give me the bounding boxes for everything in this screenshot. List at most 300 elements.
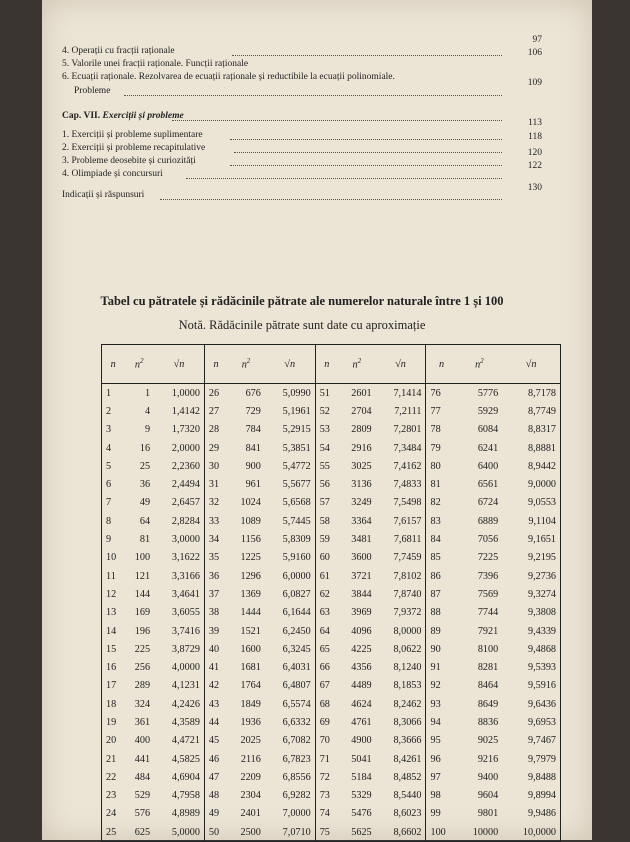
cell-n-squared: 1444 <box>240 607 261 619</box>
cell-n: 82 <box>430 497 441 509</box>
cell-n-squared: 2025 <box>240 735 261 747</box>
cell-n-squared: 3600 <box>351 552 372 564</box>
cell-n-squared: 3025 <box>351 460 372 472</box>
cell-n-squared: 8464 <box>477 680 499 692</box>
cell-root: 9,4339 <box>527 625 556 637</box>
cell-n-squared: 7056 <box>477 534 499 546</box>
cell-n-squared: 1296 <box>240 570 261 582</box>
toc-item <box>62 143 542 156</box>
cell-root: 4,4721 <box>154 732 204 750</box>
cell-root: 9,7467 <box>527 735 556 747</box>
cell-n: 81 <box>430 479 441 491</box>
cell-n: 36 <box>208 570 220 582</box>
cell-n-squared: 361 <box>134 716 151 728</box>
cell-n: 53 <box>319 424 330 436</box>
cell-n-squared: 2116 <box>240 753 261 765</box>
cell-n: 57 <box>319 497 330 509</box>
cell-n: 62 <box>319 588 330 600</box>
cell-root: 5,2915 <box>265 421 315 439</box>
cell-n-squared: 7225 <box>477 552 499 564</box>
cell-n: 42 <box>208 680 220 692</box>
cell-root: 7,1414 <box>376 384 426 403</box>
cell-n-squared: 4489 <box>351 680 372 692</box>
cell-n-squared: 256 <box>134 662 151 674</box>
cell-n: 11 <box>106 570 116 582</box>
cell-n-squared: 64 <box>139 515 151 527</box>
header-n: n <box>204 345 227 384</box>
cell-root: 9,4868 <box>527 643 556 655</box>
cell-root: 2,8284 <box>154 512 204 530</box>
cell-root: 7,4833 <box>376 475 426 493</box>
table-row <box>102 494 561 512</box>
cell-n: 43 <box>208 698 220 710</box>
cell-n: 77 <box>430 405 441 417</box>
cell-n-squared: 8649 <box>477 698 499 710</box>
table-row <box>102 475 561 493</box>
cell-root: 3,8729 <box>154 640 204 658</box>
cell-root: 1,7320 <box>154 421 204 439</box>
cell-root: 8,8881 <box>527 442 556 454</box>
cell-n-squared: 289 <box>134 680 151 692</box>
cell-root: 4,3589 <box>154 713 204 731</box>
cell-n-squared: 121 <box>134 570 151 582</box>
cell-root: 2,0000 <box>154 439 204 457</box>
cell-n: 69 <box>319 716 330 728</box>
cell-root: 4,1231 <box>154 677 204 695</box>
leader-dots <box>230 156 502 166</box>
toc-item-label: Indicații și răspunsuri <box>62 190 145 200</box>
cell-root: 2,6457 <box>154 494 204 512</box>
table-row <box>102 530 561 548</box>
table-row <box>102 732 561 750</box>
toc-item-label: 4. Operații cu fracții raționale <box>62 46 175 56</box>
table-row <box>102 750 561 768</box>
cell-n: 23 <box>106 790 117 802</box>
cell-n-squared: 2704 <box>351 405 372 417</box>
cell-root: 7,8740 <box>376 585 426 603</box>
header-root: √n <box>154 345 204 384</box>
cell-n: 93 <box>430 698 441 710</box>
cell-n: 98 <box>430 790 441 802</box>
cell-n-squared: 169 <box>134 607 151 619</box>
cell-n: 30 <box>208 460 220 472</box>
table-row <box>102 677 561 695</box>
cell-n-squared: 961 <box>245 479 261 491</box>
table-row <box>102 402 561 420</box>
cell-n-squared: 3364 <box>351 515 372 527</box>
cell-root: 6,7823 <box>265 750 315 768</box>
cell-n: 97 <box>430 771 441 783</box>
cell-n-squared: 5329 <box>351 790 372 802</box>
cell-n-squared: 5041 <box>351 753 372 765</box>
cell-n-squared: 1764 <box>240 680 261 692</box>
header-n-squared: $n^2$ <box>227 345 265 384</box>
squares-roots-table <box>101 344 561 842</box>
cell-root: 7,3484 <box>376 439 426 457</box>
cell-n-squared: 2304 <box>240 790 261 802</box>
cell-n-squared: 3136 <box>351 479 372 491</box>
cell-n-squared: 3844 <box>351 588 372 600</box>
table-row <box>102 787 561 805</box>
cell-n: 4 <box>106 442 112 454</box>
cell-root: 8,5440 <box>376 787 426 805</box>
cell-root: 9,2195 <box>527 552 556 564</box>
cell-root: 8,6602 <box>376 823 426 842</box>
cell-root: 6,4031 <box>265 658 315 676</box>
cell-n-squared: 4624 <box>351 698 372 710</box>
cell-n-squared: 4096 <box>351 625 372 637</box>
cell-root: 3,3166 <box>154 567 204 585</box>
cell-n-squared: 9400 <box>477 771 499 783</box>
cell-n-squared: 9216 <box>477 753 499 765</box>
cell-n-squared: 5625 <box>351 826 372 838</box>
cell-root: 5,9160 <box>265 549 315 567</box>
cell-root: 6,4807 <box>265 677 315 695</box>
cell-n-squared: 144 <box>134 588 151 600</box>
cell-root: 3,7416 <box>154 622 204 640</box>
table-header-row <box>102 345 561 384</box>
cell-root: 8,9442 <box>527 460 556 472</box>
cell-n: 59 <box>319 534 330 546</box>
cell-n: 70 <box>319 735 330 747</box>
cell-n-squared: 5776 <box>477 387 499 399</box>
cell-n: 76 <box>430 387 441 399</box>
cell-root: 1,4142 <box>154 402 204 420</box>
cell-n: 52 <box>319 405 330 417</box>
cell-n-squared: 3969 <box>351 607 372 619</box>
cell-n: 72 <box>319 771 330 783</box>
toc-item <box>62 169 542 182</box>
table-row <box>102 805 561 823</box>
page-number: 120 <box>527 148 542 158</box>
page-number: 130 <box>527 183 542 193</box>
cell-n-squared: 6724 <box>477 497 499 509</box>
cell-root: 10,0000 <box>522 826 556 838</box>
cell-n-squared: 1 <box>144 387 151 399</box>
page-number: 97 <box>532 35 542 45</box>
cell-root: 5,6568 <box>265 494 315 512</box>
cell-n: 63 <box>319 607 330 619</box>
cell-n-squared: 1681 <box>240 662 261 674</box>
cell-root: 6,6332 <box>265 713 315 731</box>
cell-n: 29 <box>208 442 220 454</box>
header-n-squared: $n^2$ <box>338 345 376 384</box>
cell-root: 8,4852 <box>376 768 426 786</box>
cell-n-squared: 3721 <box>351 570 372 582</box>
cell-root: 9,9486 <box>527 808 556 820</box>
cell-n: 100 <box>430 826 446 838</box>
cell-n-squared: 4356 <box>351 662 372 674</box>
cell-root: 2,2360 <box>154 457 204 475</box>
toc-item-label: 1. Exerciții și probleme suplimentare <box>62 130 203 140</box>
table-row <box>102 512 561 530</box>
cell-n: 83 <box>430 515 441 527</box>
table-row <box>102 658 561 676</box>
cell-n: 49 <box>208 808 220 820</box>
cell-root: 4,0000 <box>154 658 204 676</box>
cell-n-squared: 1369 <box>240 588 261 600</box>
table-body <box>102 384 561 842</box>
cell-root: 9,1104 <box>528 515 556 527</box>
cell-root: 6,8556 <box>265 768 315 786</box>
cell-n: 75 <box>319 826 330 838</box>
cell-root: 8,3066 <box>376 713 426 731</box>
cell-root: 9,0000 <box>527 479 556 491</box>
toc-item-label: 4. Olimpiade și concursuri <box>62 169 163 179</box>
cell-n-squared: 1521 <box>240 625 261 637</box>
table-title: Tabel cu pătratele și rădăcinile pătrate ale numerelor naturale între 1 și 100 <box>100 294 504 308</box>
cell-root: 7,8102 <box>376 567 426 585</box>
cell-n-squared: 2809 <box>351 424 372 436</box>
leader-dots <box>172 111 502 121</box>
page-number: 109 <box>527 78 542 88</box>
cell-root: 5,0000 <box>154 823 204 842</box>
cell-n-squared: 2209 <box>240 771 261 783</box>
cell-n: 51 <box>319 387 330 399</box>
cell-n: 1 <box>106 387 112 399</box>
cell-n: 80 <box>430 460 441 472</box>
cell-n-squared: 8836 <box>477 716 499 728</box>
toc-item-label: 2. Exerciții și probleme recapitulative <box>62 143 206 153</box>
cell-n-squared: 324 <box>134 698 151 710</box>
cell-n: 88 <box>430 607 441 619</box>
chapter-prefix: Cap. VII. <box>62 111 101 121</box>
cell-root: 7,7459 <box>376 549 426 567</box>
leader-dots <box>160 190 502 200</box>
cell-n: 85 <box>430 552 441 564</box>
cell-n: 99 <box>430 808 441 820</box>
cell-root: 3,0000 <box>154 530 204 548</box>
header-n-squared: $n^2$ <box>457 345 503 384</box>
cell-n: 94 <box>430 716 441 728</box>
cell-n: 50 <box>208 826 220 838</box>
cell-n: 10 <box>106 552 117 564</box>
cell-n-squared: 225 <box>134 643 151 655</box>
cell-n: 6 <box>106 479 112 491</box>
cell-n-squared: 441 <box>134 753 151 765</box>
cell-n-squared: 81 <box>139 534 151 546</box>
cell-n-squared: 4761 <box>351 716 372 728</box>
cell-n-squared: 900 <box>245 460 261 472</box>
cell-n-squared: 1024 <box>240 497 261 509</box>
cell-n: 21 <box>106 753 117 765</box>
cell-n-squared: 3249 <box>351 497 372 509</box>
table-row <box>102 640 561 658</box>
header-root: √n <box>265 345 315 384</box>
cell-root: 7,2111 <box>376 402 426 420</box>
cell-n: 95 <box>430 735 441 747</box>
cell-n: 12 <box>106 588 117 600</box>
cell-n: 25 <box>106 826 117 838</box>
toc-chapter <box>62 111 542 128</box>
cell-n-squared: 400 <box>134 735 151 747</box>
cell-root: 9,0553 <box>527 497 556 509</box>
cell-root: 3,6055 <box>154 604 204 622</box>
cell-n-squared: 5476 <box>351 808 372 820</box>
cell-root: 9,1651 <box>527 534 556 546</box>
cell-n: 32 <box>208 497 220 509</box>
cell-n-squared: 1600 <box>240 643 261 655</box>
header-n: n <box>315 345 338 384</box>
cell-n: 19 <box>106 716 117 728</box>
cell-n: 48 <box>208 790 220 802</box>
cell-root: 5,4772 <box>265 457 315 475</box>
cell-n: 24 <box>106 808 117 820</box>
cell-n-squared: 729 <box>245 405 261 417</box>
cell-n: 92 <box>430 680 441 692</box>
cell-n: 13 <box>106 607 117 619</box>
cell-n-squared: 16 <box>139 442 151 454</box>
cell-n-squared: 5184 <box>351 771 372 783</box>
cell-n: 41 <box>208 662 220 674</box>
cell-root: 8,4261 <box>376 750 426 768</box>
cell-root: 7,9372 <box>376 604 426 622</box>
cell-root: 7,0000 <box>265 805 315 823</box>
cell-root: 8,1853 <box>376 677 426 695</box>
cell-n-squared: 100 <box>134 552 151 564</box>
cell-n: 64 <box>319 625 330 637</box>
cell-n: 17 <box>106 680 117 692</box>
cell-n-squared: 1936 <box>240 716 261 728</box>
cell-root: 8,1240 <box>376 658 426 676</box>
toc-item <box>62 78 542 99</box>
cell-root: 8,3666 <box>376 732 426 750</box>
table-row <box>102 567 561 585</box>
cell-root: 5,1961 <box>265 402 315 420</box>
header-n-squared: $n^2$ <box>124 345 154 384</box>
cell-root: 4,5825 <box>154 750 204 768</box>
cell-root: 6,0827 <box>265 585 315 603</box>
cell-n-squared: 2916 <box>351 442 372 454</box>
cell-n: 18 <box>106 698 117 710</box>
header-n: n <box>426 345 457 384</box>
table-note: Notă. Rădăcinile pătrate sunt date cu aproximație <box>178 318 426 332</box>
cell-root: 7,4162 <box>376 457 426 475</box>
cell-root: 8,0622 <box>376 640 426 658</box>
cell-root: 7,0710 <box>265 823 315 842</box>
cell-n: 60 <box>319 552 330 564</box>
cell-n: 61 <box>319 570 330 582</box>
cell-n: 78 <box>430 424 441 436</box>
cell-root: 9,5916 <box>527 680 556 692</box>
cell-n-squared: 10000 <box>472 826 499 838</box>
header-root: √n <box>376 345 426 384</box>
cell-n: 9 <box>106 534 112 546</box>
table-row <box>102 421 561 439</box>
table-row <box>102 585 561 603</box>
cell-n: 66 <box>319 662 330 674</box>
cell-root: 7,2801 <box>376 421 426 439</box>
cell-n: 68 <box>319 698 330 710</box>
cell-n: 16 <box>106 662 117 674</box>
cell-root: 5,3851 <box>265 439 315 457</box>
table-row <box>102 695 561 713</box>
table-row <box>102 604 561 622</box>
cell-n-squared: 841 <box>245 442 261 454</box>
cell-root: 5,7445 <box>265 512 315 530</box>
cell-n: 8 <box>106 515 112 527</box>
toc-item-label: Probleme <box>74 86 111 96</box>
cell-n-squared: 7396 <box>477 570 499 582</box>
cell-n: 46 <box>208 753 220 765</box>
leader-dots <box>124 86 502 96</box>
cell-n: 26 <box>208 387 220 399</box>
cell-n: 37 <box>208 588 220 600</box>
cell-n: 28 <box>208 424 220 436</box>
table-row <box>102 823 561 842</box>
cell-n: 27 <box>208 405 220 417</box>
header-root: √n <box>502 345 560 384</box>
toc-item <box>62 183 542 203</box>
cell-n-squared: 25 <box>139 460 151 472</box>
cell-n-squared: 1849 <box>240 698 261 710</box>
cell-n-squared: 1225 <box>240 552 261 564</box>
cell-n-squared: 1156 <box>240 534 261 546</box>
cell-n-squared: 484 <box>134 771 151 783</box>
toc-item <box>62 46 542 59</box>
cell-n-squared: 6241 <box>477 442 499 454</box>
cell-n: 44 <box>208 716 220 728</box>
cell-n: 3 <box>106 424 112 436</box>
table-row <box>102 549 561 567</box>
toc-item-label: 6. Ecuații raționale. Rezolvarea de ecuații raționale și reductibile la ecuații polinomiale. <box>62 72 395 82</box>
cell-n: 40 <box>208 643 220 655</box>
toc-item-label: 5. Valorile unei fracții raționale. Funcții raționale <box>62 59 249 69</box>
cell-root: 3,4641 <box>154 585 204 603</box>
cell-root: 7,6811 <box>376 530 426 548</box>
table-row <box>102 768 561 786</box>
table-row <box>102 622 561 640</box>
cell-n-squared: 9025 <box>477 735 499 747</box>
cell-root: 8,7749 <box>527 405 556 417</box>
cell-n-squared: 9801 <box>477 808 499 820</box>
toc-item <box>62 72 542 85</box>
cell-root: 9,8994 <box>527 790 556 802</box>
page-number: 113 <box>528 118 542 128</box>
cell-root: 7,5498 <box>376 494 426 512</box>
cell-n-squared: 7921 <box>477 625 499 637</box>
cell-root: 6,7082 <box>265 732 315 750</box>
cell-root: 8,7178 <box>527 387 556 399</box>
cell-n-squared: 5929 <box>477 405 499 417</box>
cell-n-squared: 4225 <box>351 643 372 655</box>
leader-dots <box>232 46 502 56</box>
toc-item-label: 3. Probleme deosebite și curiozități <box>62 156 196 166</box>
cell-n-squared: 1089 <box>240 515 261 527</box>
cell-n-squared: 9 <box>144 424 151 436</box>
cell-root: 6,3245 <box>265 640 315 658</box>
page-number: 122 <box>527 161 542 171</box>
cell-n-squared: 196 <box>134 625 151 637</box>
cell-n: 45 <box>208 735 220 747</box>
leader-dots <box>186 169 502 179</box>
cell-n-squared: 576 <box>134 808 151 820</box>
toc-item <box>62 156 542 169</box>
toc-item <box>62 59 542 72</box>
cell-n: 79 <box>430 442 441 454</box>
cell-n-squared: 9604 <box>477 790 499 802</box>
cell-n: 34 <box>208 534 220 546</box>
cell-root: 9,2736 <box>527 570 556 582</box>
cell-n-squared: 49 <box>139 497 151 509</box>
chapter-title: Exerciții și probleme <box>102 111 184 121</box>
table-row <box>102 384 561 403</box>
cell-n-squared: 6561 <box>477 479 499 491</box>
cell-root: 5,5677 <box>265 475 315 493</box>
cell-n: 22 <box>106 771 117 783</box>
cell-n: 56 <box>319 479 330 491</box>
cell-n-squared: 4 <box>144 405 151 417</box>
